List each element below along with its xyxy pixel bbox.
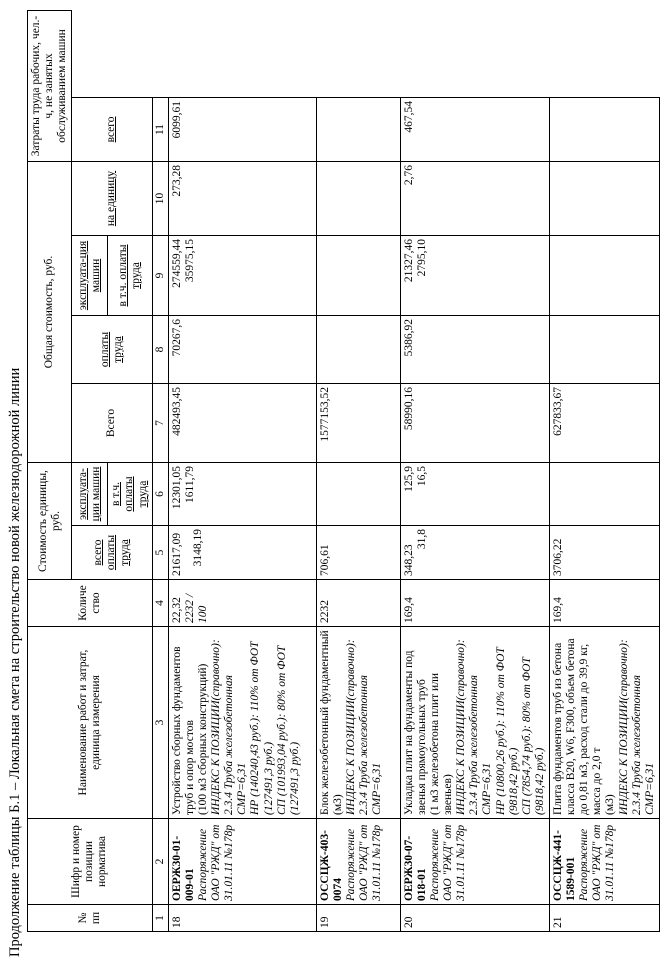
row-unit: (100 м3 сборных конструкций) <box>196 663 209 815</box>
row-unit-all-cell <box>400 526 549 580</box>
row-index: ИНДЕКС К ПОЗИЦИИ(справочно): <box>617 639 630 815</box>
header-code: Шифр и номер позиции норматива <box>28 819 153 905</box>
header-unit-machines-wages <box>108 463 152 526</box>
row-code-cell <box>168 819 316 905</box>
table-caption: Продолжение таблицы Б.1 – Локальная смета на строительство новой железнодорожной линии <box>7 367 23 957</box>
header-unit-wages-label: оплаты труда <box>105 534 131 571</box>
row-labor-total: 467,54 <box>400 97 549 161</box>
row-name: Плита фундаментов труб из бетона класса В20, W6, F300, объем бетона до 0,81 м3, расход стали до 39,9 кг, масса до 2,0 т <box>551 638 604 815</box>
row-index-detail: 2.3.4 Труба железобетонная СМР=6,31 <box>358 675 384 815</box>
header-total-machines-label: эксплуата-ция машин <box>76 240 102 311</box>
row-unit-machines <box>549 463 659 526</box>
row-num: 18 <box>168 905 316 932</box>
row-code: ОЕРЖ30-07-018-01 <box>402 835 428 901</box>
header-labor-per-unit-label: на единицу <box>105 170 118 227</box>
row-total-machines-wages: 2795,10 <box>415 239 428 277</box>
header-total-wages-label: оплаты труда <box>98 331 124 368</box>
row-code: ОССЦЖ-441-1589-001 <box>551 830 578 901</box>
row-total-machines-cell <box>168 236 316 316</box>
row-labor-per-unit <box>549 161 659 235</box>
col-number: 4 <box>152 580 168 627</box>
row-index: ИНДЕКС К ПОЗИЦИИ(справочно): <box>455 639 468 815</box>
header-labor: Затраты труда рабочих, чел.-ч, не занятых обслуживанием машин <box>28 11 72 162</box>
row-qty-note: 2232 / 100 <box>183 593 209 623</box>
row-unit: (м3) <box>331 794 344 815</box>
row-name-cell <box>549 627 659 819</box>
row-unit-wages: 31,8 <box>415 529 428 550</box>
row-labor-per-unit: 273,28 <box>168 161 316 235</box>
row-total-machines <box>316 236 400 316</box>
row-name-cell <box>316 627 400 819</box>
row-code-note: Распоряжение ОАО "РЖД" от 31.01.11 №178р <box>344 824 384 901</box>
row-labor-per-unit <box>316 161 400 235</box>
col-number: 2 <box>152 819 168 905</box>
row-profit: СП (7854,74 руб.): 80% от ФОТ (9818,42 руб.) <box>520 657 546 815</box>
row-index-detail: 2.3.4 Труба железобетонная СМР=6,31 <box>223 675 249 815</box>
row-unit-wages: 3148,19 <box>191 529 204 567</box>
row-total-wages: 5386,92 <box>400 316 549 384</box>
row-unit-all: 21617,09 <box>170 532 183 576</box>
header-labor-total <box>72 97 152 161</box>
col-number: 6 <box>152 463 168 526</box>
row-unit-machines-wages: 16,5 <box>415 466 428 487</box>
row-labor-per-unit: 2,76 <box>400 161 549 235</box>
row-qty-cell <box>168 580 316 627</box>
row-name-cell <box>168 627 316 819</box>
estimate-table <box>27 10 660 932</box>
row-num: 20 <box>400 905 549 932</box>
row-index-detail: 2.3.4 Труба железобетонная СМР=6,31 <box>630 675 656 815</box>
row-labor-total <box>549 97 659 161</box>
row-overhead: НР (10800,26 руб.): 110% от ФОТ (9818,42 руб.) <box>494 647 520 815</box>
row-total-machines-cell <box>400 236 549 316</box>
header-unit-machines-wages-label: в т.ч. оплаты труда <box>110 476 149 512</box>
table-row <box>400 11 549 932</box>
table-row <box>168 11 316 932</box>
row-total-wages <box>549 316 659 384</box>
row-total-wages: 70267,6 <box>168 316 316 384</box>
header-qty: Количе ство <box>28 580 153 627</box>
row-code: ОССЦЖ-403-0074 <box>318 830 344 901</box>
row-total-machines: 274559,44 <box>170 239 183 288</box>
row-unit-machines: 12301,05 <box>170 466 183 510</box>
col-number: 9 <box>152 236 168 316</box>
row-code-cell <box>549 819 659 905</box>
row-unit-machines: 125,9 <box>402 466 415 492</box>
table-row <box>316 11 400 932</box>
row-unit-machines-cell <box>168 463 316 526</box>
header-unit-all-label: всего <box>92 539 105 566</box>
row-labor-total: 6099,61 <box>168 97 316 161</box>
row-unit-all: 3706,22 <box>549 526 659 580</box>
row-code-note: Распоряжение ОАО "РЖД" от 31.01.11 №178р <box>196 824 236 901</box>
row-unit: (1 м3 железобетона плит или звеньев) <box>428 672 455 815</box>
header-total-machines-wages-label: в т.ч. оплаты труда <box>116 244 142 307</box>
row-total-all: 58990,16 <box>400 384 549 463</box>
col-number: 11 <box>152 97 168 161</box>
row-profit: СП (101993,04 руб.): 80% от ФОТ (127491,3 руб.) <box>275 645 301 815</box>
row-name: Блок железобетонный фундаментный <box>318 630 331 815</box>
row-name: Устройство сборных фундаментов труб и опор мостов <box>170 646 196 815</box>
col-number: 5 <box>152 526 168 580</box>
row-index: ИНДЕКС К ПОЗИЦИИ(справочно): <box>344 639 357 815</box>
col-number: 10 <box>152 161 168 235</box>
header-name: Наименование работ и затрат, единица измерения <box>28 627 153 819</box>
row-unit: (м3) <box>604 794 617 815</box>
row-unit-all: 706,61 <box>316 526 400 580</box>
header-total-cost: Общая стоимость, руб. <box>28 161 72 462</box>
row-unit-all-cell <box>168 526 316 580</box>
row-unit-machines-wages: 1611,79 <box>183 466 196 503</box>
header-unit-all <box>72 526 152 580</box>
col-number: 1 <box>152 905 168 932</box>
header-labor-per-unit <box>72 161 152 235</box>
col-number: 8 <box>152 316 168 384</box>
row-qty: 22,32 <box>170 597 183 623</box>
row-index-detail: 2.3.4 Труба железобетонная СМР=6,31 <box>468 675 494 815</box>
row-overhead: НР (140240,43 руб.): 110% от ФОТ (127491,3 руб.) <box>249 641 275 815</box>
row-qty: 169,4 <box>400 580 549 627</box>
row-total-machines: 21327,46 <box>402 239 415 283</box>
table-row <box>549 11 659 932</box>
row-name: Укладка плит на фундаменты под звенья прямоугольных труб <box>402 650 428 815</box>
row-unit-all: 348,23 <box>402 544 415 576</box>
row-code-note: Распоряжение ОАО "РЖД" от 31.01.11 №178р <box>578 824 617 901</box>
row-qty: 169,4 <box>549 580 659 627</box>
row-code-note: Распоряжение ОАО "РЖД" от 31.01.11 №178р <box>428 824 468 901</box>
row-num: 21 <box>549 905 659 932</box>
header-num: № пп <box>28 905 153 932</box>
row-total-all: 1577153,52 <box>316 384 400 463</box>
header-total-wages <box>72 316 152 384</box>
row-index: ИНДЕКС К ПОЗИЦИИ(справочно): <box>210 639 223 815</box>
header-labor-total-label: всего <box>105 116 118 143</box>
row-num: 19 <box>316 905 400 932</box>
row-qty: 2232 <box>316 580 400 627</box>
col-number: 3 <box>152 627 168 819</box>
row-name-cell <box>400 627 549 819</box>
col-number: 7 <box>152 384 168 463</box>
row-total-all: 482493,45 <box>168 384 316 463</box>
row-code-cell <box>316 819 400 905</box>
row-total-all: 627833,67 <box>549 384 659 463</box>
header-total-machines <box>72 236 108 316</box>
header-total-machines-wages <box>108 236 152 316</box>
header-total-all: Всего <box>72 384 152 463</box>
row-unit-machines-cell <box>400 463 549 526</box>
row-total-wages <box>316 316 400 384</box>
header-unit-machines-label: эксплуата-ции машин <box>76 466 102 522</box>
header-unit-machines <box>72 463 108 526</box>
row-labor-total <box>316 97 400 161</box>
row-total-machines <box>549 236 659 316</box>
header-unit-cost: Стоимость единицы, руб. <box>28 463 72 580</box>
row-total-machines-wages: 35975,15 <box>183 239 196 283</box>
row-unit-machines <box>316 463 400 526</box>
row-code-cell <box>400 819 549 905</box>
row-code: ОЕРЖ30-01-009-01 <box>170 835 196 901</box>
